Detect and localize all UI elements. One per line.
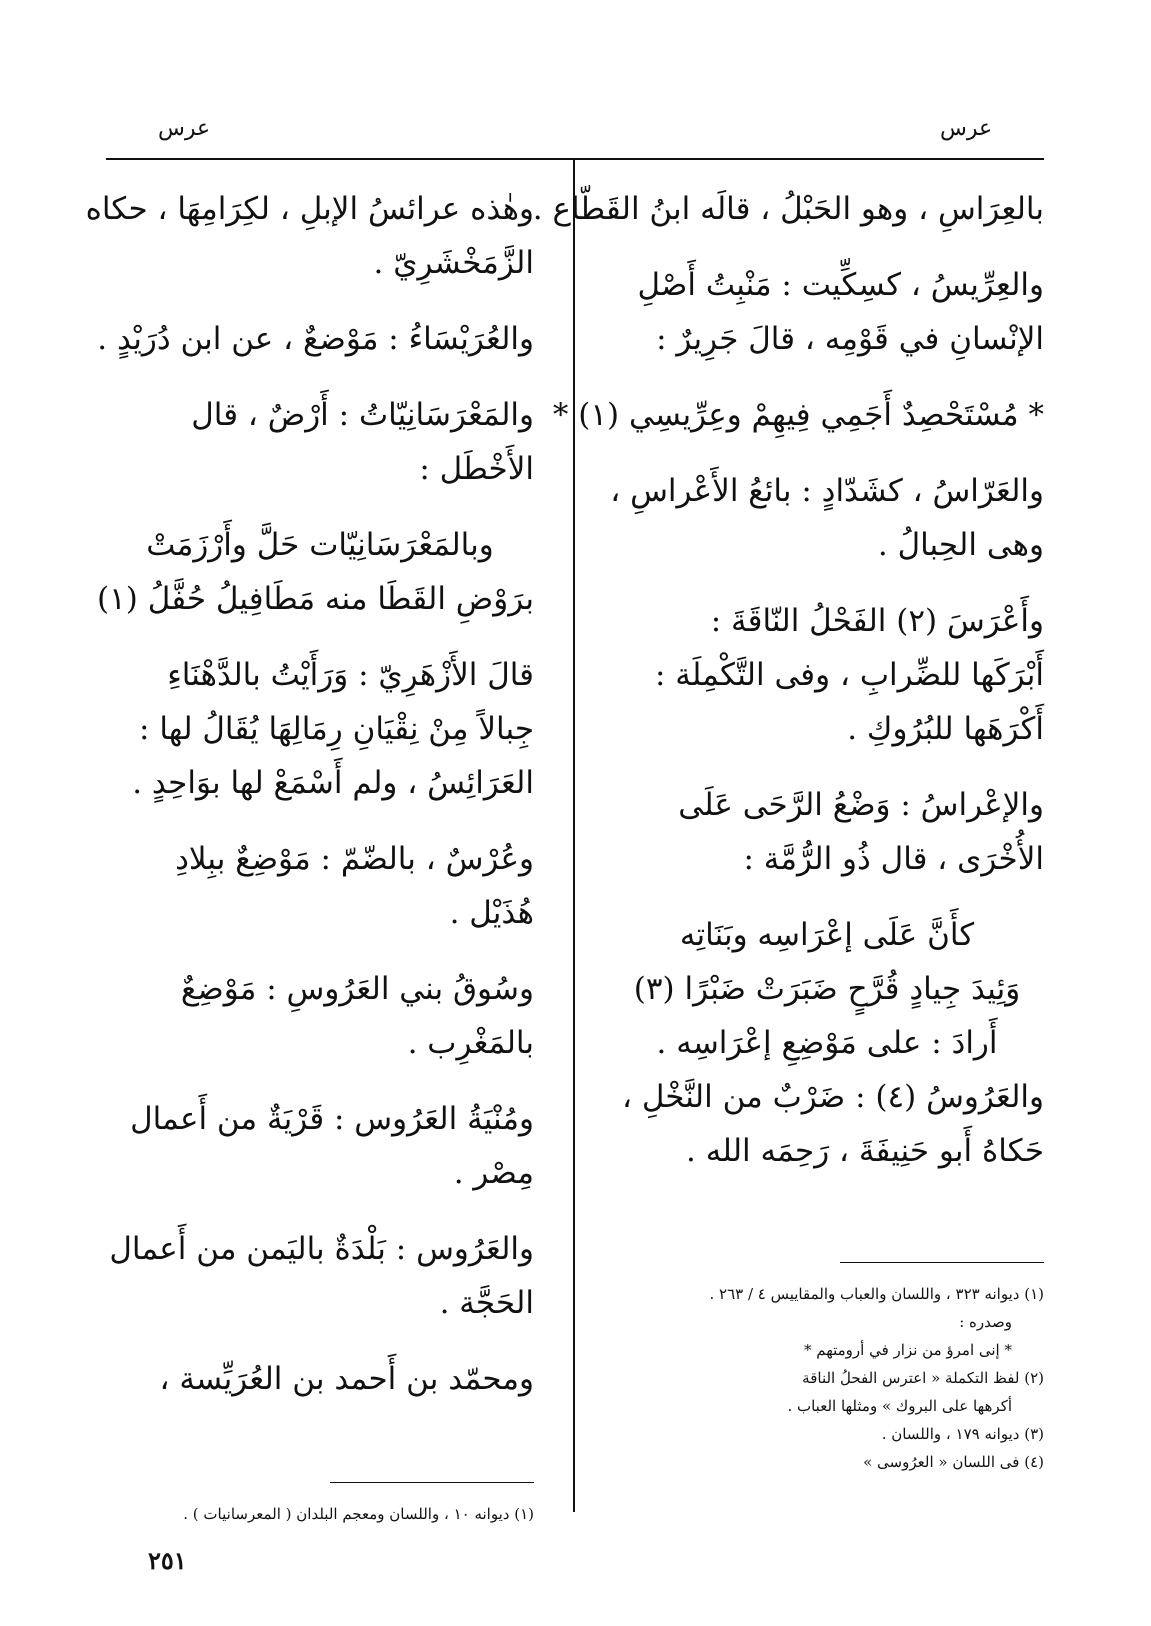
- text-line: وهٰذه عرائسُ الإبلِ ، لكِرَامِهَا ، حكاه: [85, 191, 534, 227]
- footnote: (١) ديوانه ٣٢٣ ، واللسان والعباب والمقاييس ٤ / ٢٦٣ .: [709, 1285, 1044, 1303]
- right-column: [532, 182, 1044, 1178]
- text-line: هُذَيْل .: [449, 895, 534, 931]
- footnote: (١) ديوانه ١٠ ، واللسان ومعجم البلدان ( المعرسانيات ) .: [183, 1505, 534, 1523]
- text-line: ومُنْيَةُ العَرُوس : قَرْيَةٌ من أَعمال: [130, 1101, 534, 1137]
- text-line: الأَخْطَل :: [419, 451, 534, 487]
- text-line: أَكْرَهَها للبُرُوكِ .: [847, 711, 1044, 747]
- footnote: (٤) فى اللسان « العرُوسى »: [863, 1453, 1044, 1471]
- text-line: أَرادَ : على مَوْضِعِ إعْرَاسِه .: [656, 1025, 998, 1061]
- text-line: الحَجَّة .: [439, 1285, 534, 1321]
- text-line: والمَعْرَسَانِيّاتُ : أَرْضٌ ، قال: [191, 397, 534, 433]
- header-rule: [106, 158, 1044, 160]
- text-line: حَكاهُ أَبو حَنِيفَةَ ، رَحِمَه الله .: [686, 1133, 1044, 1169]
- verse-line: وبالمَعْرَسَانِيّات حَلَّ وأَرْزَمَتْ: [146, 527, 494, 563]
- text-line: قالَ الأَزْهَرِيّ : وَرَأَيْتُ بالدَّهْنَاءِ: [167, 657, 534, 693]
- verse-line: برَوْضِ القَطَا منه مَطَافِيلُ حُفَّلُ (١): [97, 581, 534, 617]
- column-divider: [573, 160, 575, 1512]
- footnote: أكرهها على البروك » ومثلها العباب .: [787, 1397, 1012, 1415]
- text-line: وعُرْسٌ ، بالضّمّ : مَوْضِعٌ ببِلادِ: [175, 841, 534, 877]
- text-line: مِصْر .: [453, 1155, 534, 1191]
- text-line: جِبالاً مِنْ نِقْيَانِ رِمَالِهَا يُقَالُ لها :: [139, 711, 534, 747]
- footnotes-right: [606, 1280, 1044, 1476]
- text-line: الأُخْرَى ، قال ذُو الرُّمَّة :: [743, 841, 1044, 877]
- text-line: والعِرِّيسُ ، كسِكِّيت : مَنْبِتُ أَصْلِ: [637, 267, 1044, 303]
- footnotes-left: [120, 1500, 534, 1528]
- running-header-left: عرس: [158, 116, 211, 141]
- footnote-rule-right: [840, 1262, 1044, 1263]
- footnote: * إنى امرؤ من نزار في أرومتهم *: [803, 1341, 1012, 1359]
- left-column: [85, 182, 534, 1406]
- text-line: الزَّمَخْشَرِيّ .: [373, 245, 534, 281]
- footnote: (٢) لفظ التكملة « اعترس الفحلُ الناقة: [802, 1369, 1044, 1387]
- text-line: وأَعْرَسَ (٢) الفَحْلُ النّاقَةَ :: [710, 603, 1044, 639]
- text-line: والعَرُوسُ (٤) : ضَرْبٌ من النَّخْلِ ،: [621, 1079, 1044, 1115]
- text-line: والعَرُوس : بَلْدَةٌ باليَمن من أَعمال: [109, 1231, 534, 1267]
- text-line: وهى الحِبالُ .: [877, 527, 1044, 563]
- verse-line: كأَنَّ عَلَى إعْرَاسِه وبَنَاتِه: [679, 917, 975, 953]
- text-line: والعَرّاسُ ، كشَدّادٍ : بائعُ الأَعْراسِ ،: [610, 473, 1044, 509]
- running-header-right: عرس: [940, 116, 993, 141]
- text-line: ومحمّد بن أَحمد بن العُرَيِّسة ،: [159, 1361, 534, 1397]
- footnote: (٣) ديوانه ١٧٩ ، واللسان .: [881, 1425, 1044, 1443]
- verse-line: وَئِيدَ جِيادٍ قُرَّحٍ ضَبَرَتْ ضَبْرًا (٣): [633, 971, 1021, 1007]
- footnote: وصدره :: [959, 1313, 1012, 1331]
- text-line: والعُرَيْسَاءُ : مَوْضعٌ ، عن ابن دُرَيْدٍ .: [97, 321, 534, 357]
- text-line: والإعْراسُ : وَضْعُ الرَّحَى عَلَى: [678, 787, 1044, 823]
- text-line: أَبْرَكَها للضِّرابِ ، وفى التَّكْمِلَة :: [654, 657, 1044, 693]
- footnote-rule-left: [330, 1482, 534, 1483]
- text-line: بالمَغْرِب .: [407, 1025, 534, 1061]
- page-number: ٢٥١: [148, 1546, 187, 1575]
- text-line: العَرَائِسُ ، ولم أَسْمَعْ لها بوَاحِدٍ .: [132, 765, 534, 801]
- text-line: بالعِرَاسِ ، وهو الحَبْلُ ، قالَه ابنُ القَطّاع .: [532, 191, 1044, 227]
- verse-line: * مُسْتَحْصِدٌ أَجَمِي فِيهِمْ وعِرِّيسِي (١) *: [552, 397, 1044, 433]
- text-line: وسُوقُ بني العَرُوسِ : مَوْضِعٌ: [180, 971, 534, 1007]
- text-line: الإنْسانِ في قَوْمِه ، قالَ جَرِيرٌ :: [656, 321, 1044, 357]
